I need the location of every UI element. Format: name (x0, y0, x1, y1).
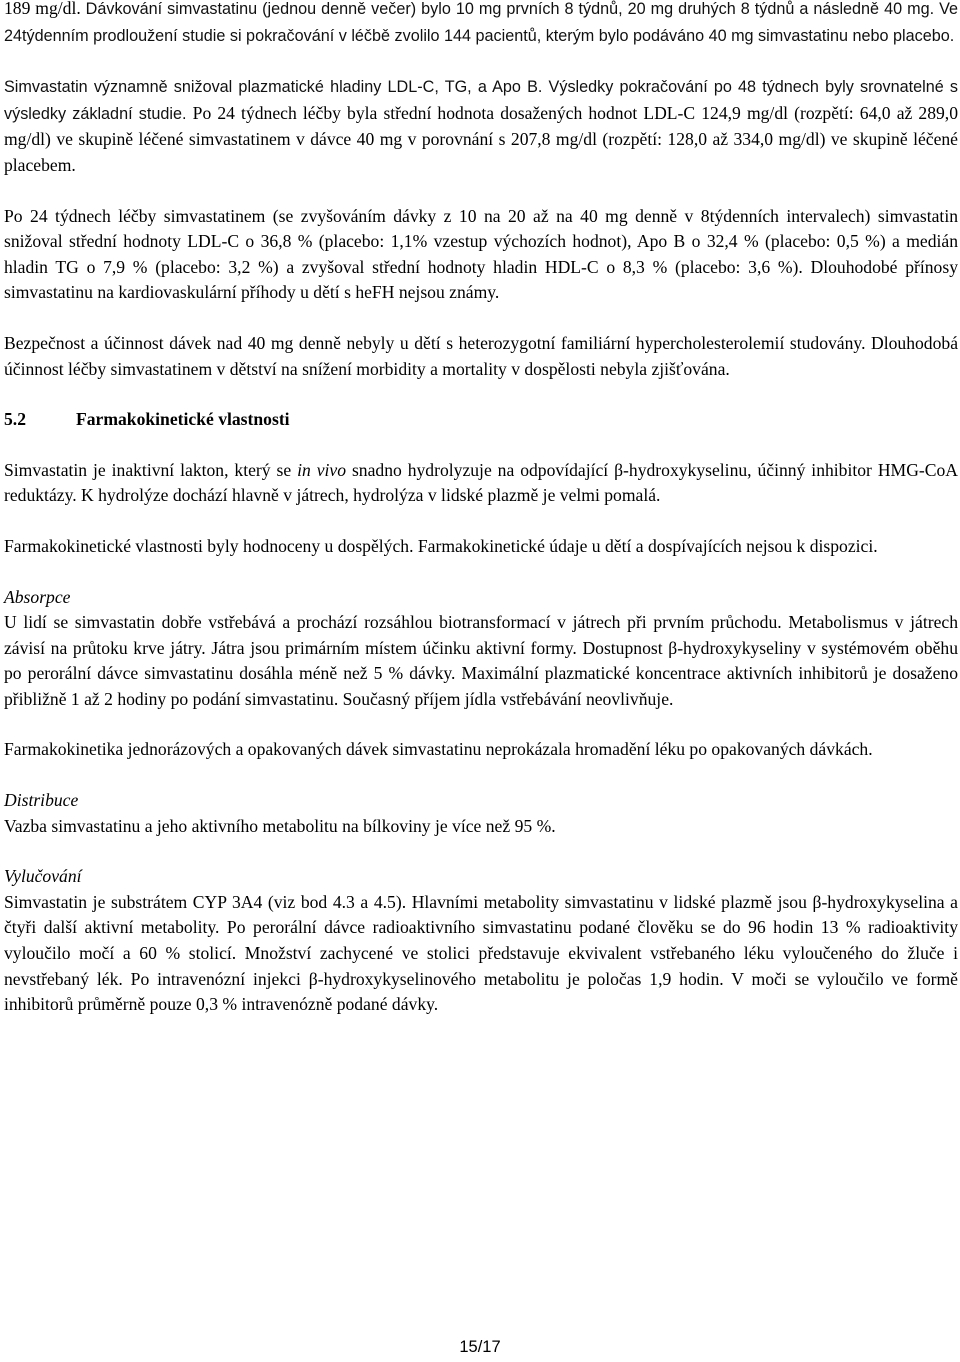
absorpce-text: U lidí se simvastatin dobře vstřebává a prochází rozsáhlou biotransformací v játrech při prvním průchodu. Metabolismus v játrech závisí na průtoku krve játry. Játra jsou primárním místem účinku aktivní formy. Dostupnost β-hydroxykyseliny v systémovém oběhu po perorální dávce simvastatinu dosáhla méně než 5 % dávky. Maximální plazmatické koncentrace aktivních inhibitorů je dosaženo přibližně 1 až 2 hodiny po podání simvastatinu. Současný příjem jídla vstřebávání neovlivňuje. (4, 612, 958, 709)
paragraph-vylucovani (4, 864, 958, 1018)
vylucovani-text: Simvastatin je substrátem CYP 3A4 (viz bod 4.3 a 4.5). Hlavními metabolity simvastatinu v lidské plazmě jsou β-hydroxykyselina a čtyři další aktivní metabolity. Po perorální dávce radioaktivního simvastatinu podané člověku se do 96 hodin 13 % radioaktivity vyloučilo močí a 60 % stolicí. Množství zachycené ve stolici představuje ekvivalent vstřebaného léku vyloučeného do žluče i nevstřebaný lék. Po intravenózní injekci β-hydroxykyselinového metabolitu je poločas 1,9 hodin. V moči se vyloučilo ve formě inhibitorů průměrně pouze 0,3 % intravenózně podané dávky. (4, 891, 958, 1015)
document-page (4, 0, 958, 1043)
paragraph-pk-adults: Farmakokinetické vlastnosti byly hodnoceny u dospělých. Farmakokinetické údaje u dětí a dospívajících nejsou k dispozici. (4, 535, 878, 556)
text-run: Po 24 týdnech léčby byla střední hodnota dosažených hodnot LDL-C 124,9 mg/dl (rozpětí: 64,0 až 289,0 mg/dl) ve skupině léčené simvastatinem v dávce 40 mg v porovnání s 207,8 mg/dl (rozpětí: 128,0 až 334,0 mg/dl) ve skupině léčené placebem. (4, 102, 958, 175)
page-number: 15/17 (459, 1338, 501, 1356)
paragraph-dosing (4, 0, 958, 49)
text-run: Simvastatin významně snižoval plazmatické hladiny LDL-C, TG, a Apo B. Výsledky pokračování po 48 týdnech byly srovnatelné s výsledky základní studie. (4, 78, 958, 123)
subheading-vylucovani: Vylučování (4, 866, 82, 887)
text-run: snadno hydrolyzuje na odpovídající β-hydroxykyselinu, účinný inhibitor HMG-CoA reduktázy. K hydrolýze dochází hlavně v játrech, hydrolýza v lidské plazmě je velmi pomalá. (4, 459, 958, 506)
paragraph-safety: Bezpečnost a účinnost dávek nad 40 mg denně nebyly u dětí s heterozygotní familiární hypercholesterolemií studovány. Dlouhodobá účinnost léčby simvastatinem v dětství na snížení morbidity a mortality v dospělosti nebyla zjišťována. (4, 332, 958, 379)
text-run: Simvastatin je inaktivní lakton, který se (4, 459, 298, 480)
paragraph-repeated-doses: Farmakokinetika jednorázových a opakovaných dávek simvastatinu neprokázala hromadění léku po opakovaných dávkách. (4, 739, 873, 760)
section-number: 5.2 (4, 409, 26, 430)
text-run: Dávkování simvastatinu (jednou denně večer) bylo 10 mg prvních 8 týdnů, 20 mg druhých 8 týdnů a následně 40 mg. Ve 24týdenním prodloužení studie si pokračování v léčbě zvolilo 144 pacientů, kterým bylo podáváno 40 mg simvastatinu nebo placebo. (4, 0, 958, 45)
section-title: Farmakokinetické vlastnosti (76, 409, 290, 430)
text-run-italic: in vivo (297, 459, 347, 480)
paragraph-distribuce (4, 788, 958, 839)
subheading-distribuce: Distribuce (4, 790, 79, 811)
paragraph-absorpce (4, 585, 958, 713)
section-heading (4, 407, 958, 433)
paragraph-24-weeks: Po 24 týdnech léčby simvastatinem (se zvyšováním dávky z 10 na 20 až na 40 mg denně v 8týdenních intervalech) simvastatin snižoval střední hodnoty LDL-C o 36,8 % (placebo: 1,1% vzestup výchozích hodnot), Apo B o 32,4 % (placebo: 0,5 %) a medián hladin TG o 7,9 % (placebo: 3,2 %) a zvyšoval střední hodnoty hladin HDL-C o 8,3 % (placebo: 3,6 %). Dlouhodobé přínosy simvastatinu na kardiovaskulární příhody u dětí s heFH nejsou známy. (4, 205, 958, 303)
subheading-absorpce: Absorpce (4, 586, 71, 607)
distribuce-text: Vazba simvastatinu a jeho aktivního metabolitu na bílkoviny je více než 95 %. (4, 815, 556, 836)
text-run: 189 mg/dl. (4, 0, 86, 18)
paragraph-results (4, 74, 958, 178)
paragraph-lactone (4, 458, 958, 509)
